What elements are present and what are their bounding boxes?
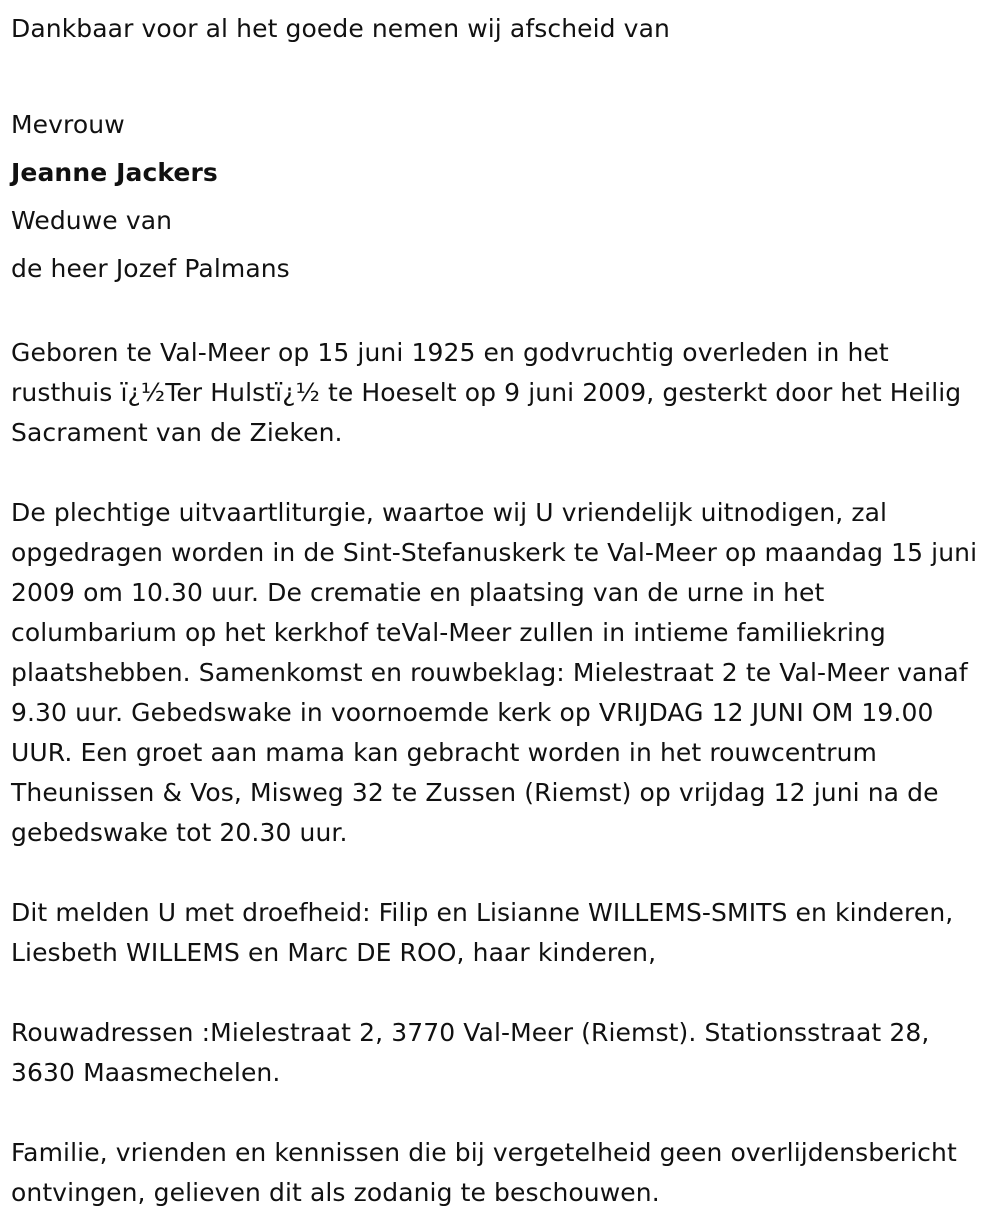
obituary-notice <box>11 0 991 1213</box>
salutation: Mevrouw <box>11 110 125 139</box>
spouse-name: de heer Jozef Palmans <box>11 254 290 283</box>
funeral-paragraph: De plechtige uitvaartliturgie, waartoe wij U vriendelijk uitnodigen, zal opgedragen worden in de Sint-Stefanuskerk te Val-Meer op maandag 15 juni 2009 om 10.30 uur. De crematie en plaatsing van de urne in het columbarium op het kerkhof teVal-Meer zullen in intieme familiekring plaatshebben. Samenkomst en rouwbeklag: Mielestraat 2 te Val-Meer vanaf 9.30 uur. Gebedswake in voornoemde kerk op VRIJDAG 12 JUNI OM 19.00 UUR. Een groet aan mama kan gebracht worden in het rouwcentrum Theunissen & Vos, Misweg 32 te Zussen (Riemst) op vrijdag 12 juni na de gebedswake tot 20.30 uur. <box>11 498 978 847</box>
intro-text: Dankbaar voor al het goede nemen wij afscheid van <box>11 14 670 43</box>
widow-of-label: Weduwe van <box>11 206 173 235</box>
birth-death-paragraph: Geboren te Val-Meer op 15 juni 1925 en godvruchtig overleden in het rusthuis ï¿½Ter Hulstï¿½ te Hoeselt op 9 juni 2009, gesterkt door het Heilig Sacrament van de Zieken. <box>11 338 962 447</box>
family-paragraph: Dit melden U met droefheid: Filip en Lisianne WILLEMS-SMITS en kinderen, Liesbeth WILLEMS en Marc DE ROO, haar kinderen, <box>11 898 954 967</box>
closing-paragraph: Familie, vrienden en kennissen die bij vergetelheid geen overlijdensbericht ontvingen, gelieven dit als zodanig te beschouwen. <box>11 1138 957 1207</box>
addresses-paragraph: Rouwadressen :Mielestraat 2, 3770 Val-Meer (Riemst). Stationsstraat 28, 3630 Maasmechelen. <box>11 1018 930 1087</box>
deceased-name: Jeanne Jackers <box>11 158 218 187</box>
